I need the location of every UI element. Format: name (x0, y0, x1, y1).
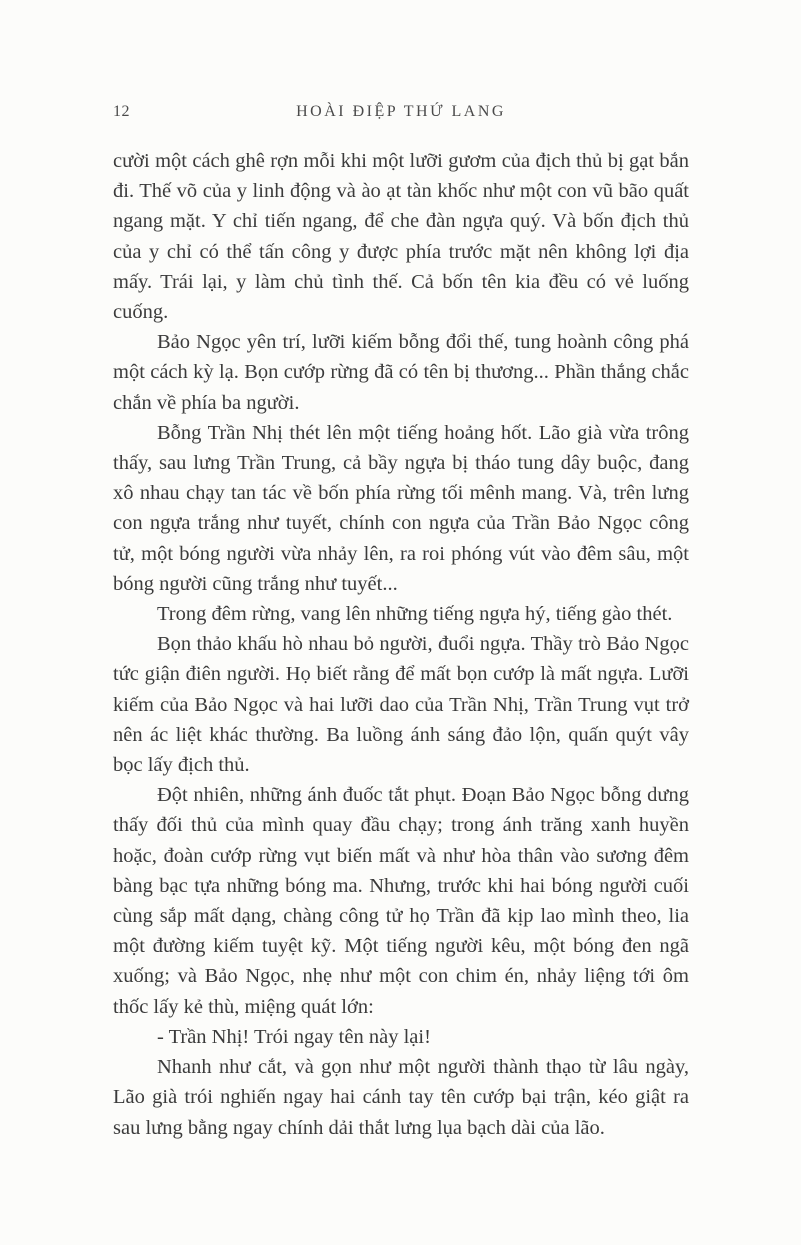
paragraph: Trong đêm rừng, vang lên những tiếng ngựa hý, tiếng gào thét. (157, 603, 673, 626)
text-block (113, 146, 689, 1143)
paragraph: Đột nhiên, những ánh đuốc tắt phụt. Đoạn Bảo Ngọc bỗng dưng thấy đối thủ của mình quay đầu chạy; trong ánh trăng xanh huyền hoặc, đoàn cướp rừng vụt biến mất và như hòa thân vào sương đêm bàng bạc tựa những bóng ma. Nhưng, trước khi hai bóng người cuối cùng sắp mất dạng, chàng công tử họ Trần đã kịp lao mình theo, lia một đường kiếm tuyệt kỹ. Một tiếng người kêu, một bóng đen ngã xuống; và Bảo Ngọc, nhẹ như một con chim én, nhảy liệng tới ôm thốc lấy kẻ thù, miệng quát lớn: (113, 784, 689, 1018)
paragraph: Bỗng Trần Nhị thét lên một tiếng hoảng hốt. Lão già vừa trông thấy, sau lưng Trần Trung, cả bầy ngựa bị tháo tung dây buộc, đang xô nhau chạy tan tác về bốn phía rừng tối mênh mang. Và, trên lưng con ngựa trắng như tuyết, chính con ngựa của Trần Bảo Ngọc công tử, một bóng người vừa nhảy lên, ra roi phóng vút vào đêm sâu, một bóng người cũng trắng như tuyết... (113, 421, 689, 595)
running-header (113, 103, 689, 127)
paragraph: cười một cách ghê rợn mỗi khi một lưỡi gươm của địch thủ bị gạt bắn đi. Thế võ của y linh động và ào ạt tàn khốc như một con vũ bão quất ngang mặt. Y chỉ tiến ngang, để che đàn ngựa quý. Và bốn địch thủ của y chỉ có thể tấn công y được phía trước mặt nên không lợi địa mấy. Trái lại, y làm chủ tình thế. Cả bốn tên kia đều có vẻ luống cuống. (113, 150, 689, 324)
paragraph: Bọn thảo khấu hò nhau bỏ người, đuổi ngựa. Thầy trò Bảo Ngọc tức giận điên người. Họ biết rằng để mất bọn cướp là mất ngựa. Lưỡi kiếm của Bảo Ngọc và hai lưỡi dao của Trần Nhị, Trần Trung vụt trở nên ác liệt khác thường. Ba luồng ánh sáng đảo lộn, quấn quýt vây bọc lấy địch thủ. (113, 633, 689, 777)
page-number: 12 (113, 103, 130, 120)
paragraph-dialogue: - Trần Nhị! Trói ngay tên này lại! (157, 1025, 431, 1048)
paragraph: Nhanh như cắt, và gọn như một người thành thạo từ lâu ngày, Lão già trói nghiến ngay hai cánh tay tên cướp bại trận, kéo giật ra sau lưng bằng ngay chính dải thắt lưng lụa bạch dài của lão. (113, 1056, 689, 1139)
running-header-title: HOÀI ĐIỆP THỨ LANG (296, 103, 506, 120)
paragraph: Bảo Ngọc yên trí, lưỡi kiếm bỗng đổi thế, tung hoành công phá một cách kỳ lạ. Bọn cướp rừng đã có tên bị thương... Phần thắng chắc chắn về phía ba người. (113, 331, 689, 414)
